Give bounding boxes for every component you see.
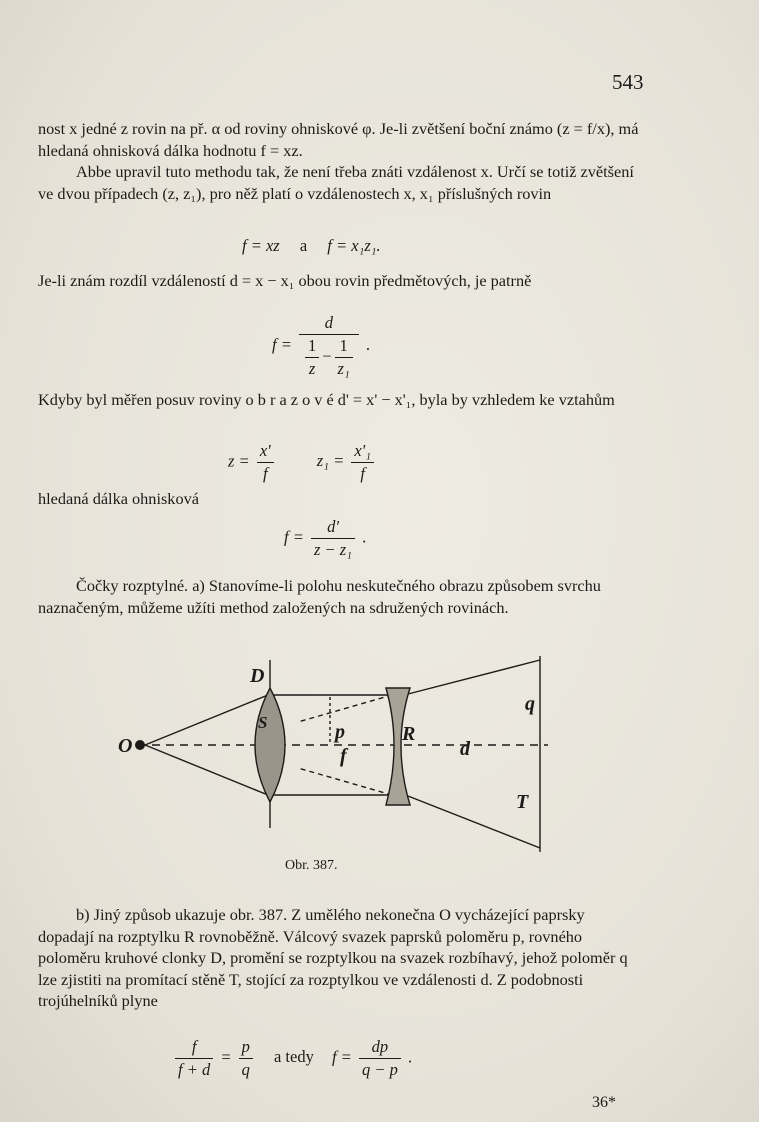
page-number: 543 (612, 70, 644, 94)
eq5-fraction-3 (359, 1036, 401, 1081)
label-D: D (250, 665, 265, 687)
paragraph-5: hledaná dálka ohnisková (38, 489, 199, 508)
dashed-extension-bottom (298, 768, 392, 795)
eq4-lhs: f = (284, 527, 304, 547)
eq5-equals: = (220, 1047, 232, 1067)
eq3-lhs2: z₁ = (316, 451, 345, 471)
eq5-den3: q − p (361, 1060, 398, 1079)
diverging-ray-top (408, 660, 540, 694)
label-f: f (340, 745, 347, 767)
eq3-den2: f (360, 464, 365, 483)
eq5-den2: q (241, 1060, 250, 1079)
eq5-num3: dp (359, 1036, 401, 1059)
label-O: O (118, 735, 133, 757)
eq5-fraction-1 (175, 1036, 213, 1081)
eq5-num1: f (175, 1036, 213, 1059)
eq4-num: d' (311, 516, 355, 539)
figure-caption: Obr. 387. (285, 858, 338, 873)
eq3-num1: x' (257, 440, 274, 463)
eq4-period: . (362, 527, 367, 547)
label-R: R (402, 723, 416, 745)
label-T: T (516, 791, 529, 813)
label-S: S (258, 713, 268, 732)
eq3-den1: f (262, 464, 268, 483)
eq2-period: . (365, 334, 370, 354)
equation-5 (172, 1036, 412, 1081)
eq2-inner-b-num: 1 (335, 335, 353, 358)
dashed-extension-top (298, 695, 392, 722)
eq2-inner-b-den: z₁ (337, 359, 350, 378)
eq2-inner-a-den: z (308, 359, 316, 378)
eq1-right: f = x₁z₁. (327, 236, 381, 255)
converging-lens-S (255, 688, 285, 802)
ray-lower-left (145, 745, 268, 795)
label-p: p (335, 721, 345, 743)
label-q: q (525, 693, 535, 715)
paragraph-7: b) Jiný způsob ukazuje obr. 387. Z umělého nekonečna O vycházející paprsky dopadají na rozptylku R rovnoběžně. Válcový svazek paprsků poloměru p, rovného poloměru kruhové clonky D, promění se rozptylkou na svazek rozbíhavý, jehož poloměr q lze zjistiti na promítací stěně T, stojící za rozptylkou ve vzdálenosti d. Z podobnosti trojúhelníků plyne (38, 905, 628, 1010)
eq5-period: . (407, 1047, 413, 1067)
eq5-and-then: a tedy (273, 1047, 314, 1067)
eq4-den: z − z₁ (313, 540, 352, 559)
eq3-num2: x'₁ (351, 440, 374, 463)
eq5-den1: f + d (178, 1060, 211, 1079)
eq5-fraction-2 (239, 1036, 253, 1081)
eq2-inner-a-num: 1 (305, 335, 319, 358)
paragraph-4: Kdyby byl měřen posuv roviny o b r a z o v é d' = x' − x'₁, byla by vzhledem ke vztahům (38, 390, 615, 409)
eq1-left: f = xz (242, 236, 280, 255)
label-d: d (460, 738, 470, 760)
paragraph-1: nost x jedné z rovin na př. α od roviny ohniskové φ. Je-li zvětšení boční známo (z = f/x), má hledaná ohnisková dálka hodnotu f = xz. (38, 119, 639, 160)
eq3-lhs1: z = (228, 451, 250, 471)
diverging-lens-R (386, 688, 410, 805)
paragraph-2: Abbe upravil tuto methodu tak, že není třeba znáti vzdálenost x. Určí se totiž zvětšení ve dvou případech (z, z₁), pro něž platí o vzdálenostech x, x₁ příslušných rovin (38, 162, 634, 203)
paragraph-3: Je-li znám rozdíl vzdáleností d = x − x₁ obou rovin předmětových, je patrně (38, 271, 532, 290)
eq5-lhs3: f = (331, 1047, 352, 1067)
ray-upper-left (145, 695, 268, 745)
eq5-num2: p (239, 1036, 253, 1059)
eq2-numerator: d (299, 312, 359, 335)
eq1-and: a (299, 236, 308, 255)
eq2-minus: − (322, 346, 332, 366)
paragraph-6: Čočky rozptylné. a) Stanovíme-li polohu neskutečného obrazu způsobem svrchu naznačeným, můžeme užíti method založených na sdružených rovinách. (38, 576, 601, 617)
source-O-point (135, 740, 145, 750)
eq2-lhs: f = (272, 334, 292, 354)
signature-mark: 36* (592, 1094, 616, 1111)
